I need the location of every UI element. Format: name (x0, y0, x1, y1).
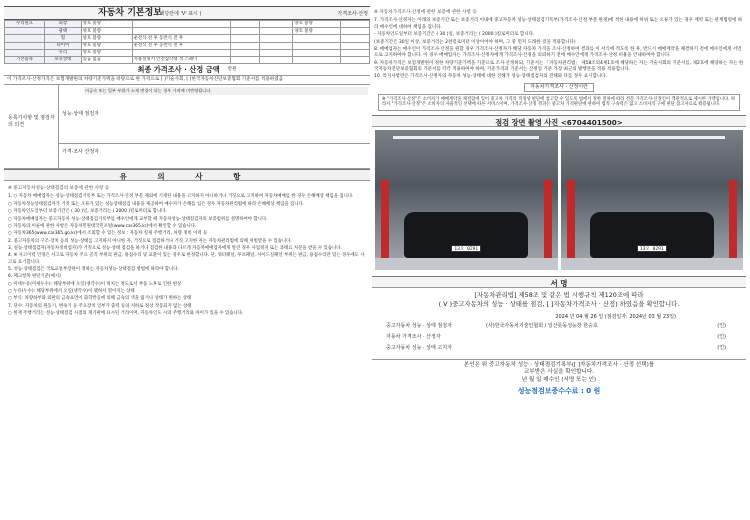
signature-title: 서 명 (372, 276, 746, 288)
condition-cell (293, 56, 340, 63)
condition-cell (340, 42, 369, 49)
condition-cell: 양호 불량 (81, 49, 132, 56)
condition-cell: 양호 불량 (293, 21, 340, 28)
condition-row (5, 21, 370, 28)
opinion-label: 등록기사항 및 점검자의 의견 (8, 115, 55, 128)
law-line-2: ( V )중고자동차의 성능 · 상태를 점검, [ ]자동차가격조사 · 산정) 하였음을 확인합니다. (438, 299, 680, 308)
condition-cell (5, 28, 45, 35)
notice-item: ○ 누유(누수): 해당부위에서 오일(냉각수)이 맺혀서 떨어지는 상태 (8, 289, 135, 295)
lift-post (381, 180, 389, 270)
memo-text: ※ "가격조사·산정"은 소비자가 매매계약을 체결함에 있어 중고차 가격의 적정성 판단에 참고할 수 있도록 법에서 정한 절차에 따라 전문 가격조사·산정인이 객관적으로 제시한 가액입니다. 따라서 "가격조사·산정"은 소비자의 자율적인 선택에 따른 서비스이며, 가격조사·산정 결과는 중고차 가격판단에 관하여 법적 구속력은 없고 소비자의 구매 판단 참고자료로 활용됩니다. (378, 94, 740, 112)
notice-item: ○ 자동차성능상태점검자가 거짓 또는 오류가 있는 성능상태점검 내용을 제공하여 매수자가 손해를 입은 경우 자동차관리법에 따라 손해배상 책임을 집니다. (8, 201, 305, 207)
notice-item: ○ 부식: 차량하부와 외판의 금속표면이 화학반응에 의해 금속의 색을 잃거나 상태가 변하는 상태 (8, 296, 192, 302)
right-column (372, 6, 746, 514)
notice-item: ○ 자동차365(www.car365.go.kr)에서 조회할 수 있는 정보 : 자동차 실제 주행거리, 차량 정비 이력 등 (8, 231, 208, 237)
condition-cell (340, 35, 369, 42)
condition-cell (260, 42, 293, 49)
signer-role: 자동차 가격조사 · 산정자 (386, 334, 441, 341)
notice-item: ○ 자동차의 이륜에 관한 사항은 자동차민원대국민포털(www.car365.kr)에서 확인할 수 있습니다. (8, 223, 197, 229)
warranty-section (372, 6, 746, 111)
condition-cell: 양호 불량 (81, 21, 132, 28)
notice-item: 4. ※ 사고이력 인정은 사고로 자동차 주요 골격 부위의 판금, 용접수리 및 교환이 있는 경우로 한정합니다. 단, 쿼터패널, 루프패널, 사이드실패널 부위는 판금, 용접수리만 있는 경우에도 사고로 표기합니다. (8, 253, 365, 265)
estimate-band (4, 64, 370, 76)
condition-cell (5, 49, 45, 56)
condition-cell (340, 49, 369, 56)
receipt-confirmation (372, 359, 746, 385)
signer-role: 중고자동차 성능 · 상태 고지자 (386, 345, 452, 352)
condition-cell (260, 28, 293, 35)
condition-cell (260, 21, 293, 28)
condition-cell (231, 49, 260, 56)
condition-row (5, 42, 370, 49)
warranty-fee: 성능점검보증수수료 : 0 원 (517, 387, 601, 396)
condition-cell (132, 28, 231, 35)
condition-cell: 양호 불량 (293, 28, 340, 35)
gray-note: 비금속 또는 일부 부위가 소재 변경이 되는 경우 가격에 미반영됩니다. (84, 87, 368, 95)
lift-post (544, 180, 552, 270)
divider-horizontal (58, 143, 370, 144)
receipt-line-1: 본인은 위 중고자동차 성능 · 상태점검기록부([ ]자동차가격조사 · 산정 선택)를 (463, 361, 655, 368)
condition-cell: 타이어 (45, 42, 82, 49)
law-line-1: [자동차관리법] 제58조 및 같은 법 시행규칙 제120조에 따라 (474, 291, 644, 300)
condition-cell (340, 56, 369, 63)
condition-cell (340, 21, 369, 28)
warranty-item: - 자동차인도일부터 보증기간은 ( 30 )일, 보증거리는 ( 2000 )킬로미터로 합니다. (374, 32, 535, 38)
condition-cell: 양호 불량 (81, 42, 132, 49)
seal-mark: (인) (717, 345, 726, 352)
condition-cell (293, 35, 340, 42)
license-plate: 13오 0291 (451, 245, 481, 252)
notice-item: ○ 미세누유(미세누수): 해당부위에 오일(냉각수)이 비치는 정도로서 부품 노후로 인한 현상 (8, 281, 182, 287)
prorate-row (4, 76, 370, 85)
warranty-subhead: ※ 자동차가격조사·산정에 관한 보증에 관한 사항 등 (374, 10, 477, 15)
signer-list (372, 321, 746, 354)
ceiling-light (579, 136, 725, 139)
price-check-label: 가격조사·산정 (337, 11, 368, 17)
basic-info-title: 자동차 기본정보 (98, 8, 162, 18)
condition-cell: 광택 (45, 28, 82, 35)
warranty-item: 7. 가격조사·산정자는 아래의 보증기간 또는 보증거리 이내에 중고자동차 성능·상태점검기록부(가격조사·산정 부분 한정)에 적힌 내용에 허위 또는 오류가 있는 경우 계약 또는 관계법령에 따라 매수인에 대하여 책임을 집니다. (374, 18, 743, 30)
ceiling-light (393, 136, 539, 139)
notice-item: 3. 성능·상태점검자(자동차정비업자)가 거짓으로 성능·상태 점검을 하거나 점검한 내용과 다르게 자동차매매업자에게 알린 경우 사업정지 또는 과태료 처분을 받을 수 있습니다. (8, 246, 342, 252)
condition-cell (260, 56, 293, 63)
receipt-line-3: 년 월 일 매수인 (서명 또는 인) (521, 376, 597, 383)
warranty-item: 10. 특기사항란은 가격조사·산정자의 자동차 성능·상태에 대한 견해가 성능·상태점검자의 견해와 다를 경우 표시합니다. (374, 74, 607, 80)
seal-mark: (인) (717, 323, 726, 330)
condition-row (5, 28, 370, 35)
condition-cell (231, 42, 260, 49)
condition-cell: 운전석 전 후 동반석 전 후 (132, 42, 231, 49)
car-rear (590, 212, 714, 258)
condition-cell (5, 35, 45, 42)
signer-role: 중고자동차 성능 · 상태 점검자 (386, 323, 452, 330)
condition-cell: 유리 (45, 49, 82, 56)
floor (561, 258, 744, 270)
notice-item: 5. 성능·상태점검은 국토교통부장관이 정하는 자동차성능·상태점검 방법에 따라야 합니다. (8, 266, 179, 272)
inspection-photos (372, 127, 746, 273)
performance-inspector-label: 성능·상태 점검자 (62, 111, 99, 118)
car-front (404, 212, 528, 258)
condition-cell (5, 42, 45, 49)
lift-post (729, 180, 737, 270)
floor (375, 258, 558, 270)
warranty-item: (보증기간은 30일 이상, 보증거리는 2천킬로미터 이상이어야 하며, 그 중 먼저 도래한 것을 적용합니다) (374, 39, 576, 45)
condition-cell: 기본품목 (5, 56, 45, 63)
license-plate: 13오 0291 (637, 245, 667, 252)
condition-cell (260, 35, 293, 42)
photo-title: 점검 장면 촬영 사진 <6704401500> (372, 115, 746, 127)
signer-row (372, 332, 746, 343)
condition-cell: 운전석 전 후 동반석 전 후 (132, 35, 231, 42)
condition-row (5, 35, 370, 42)
notice-subhead: ※ 중고자동차성능·상태점검의 보증에 관한 사항 등 (8, 186, 110, 192)
left-column (4, 6, 370, 514)
condition-cell: 사용설명서 안전삼각대 잭 스패너 (132, 56, 231, 63)
condition-cell (260, 49, 293, 56)
notice-item: ○ 자동차매매업자는 중고자동차 성능·상태점검기록부를 매수인에게 교부할 때 자동차성능·상태점검자의 보증범위를 설명하여야 합니다. (8, 216, 268, 222)
condition-cell (293, 49, 340, 56)
condition-cell: 양호 불량 (81, 28, 132, 35)
warranty-item: 8. 매매업자는 매수인이 가격조사·산정을 원할 경우 가격조사·산정자가 해당 자동차 가격을 조사·산정하여 결과를 이 서식에 적도록 한 후, 반드시 매매계약을 체결하기 전에 매수인에게 서면으로 고지하여야 합니다. 이 경우 매매업자는 가격조사·산정자에게 가격조사·산정을 의뢰하기 전에 매수인에게 가격조사·산정 비용을 안내하여야 합니다. (374, 47, 742, 59)
condition-cell: 보유상태 (45, 56, 82, 63)
inspection-photo-left (375, 130, 558, 270)
signer-row (372, 343, 746, 354)
condition-cell (231, 35, 260, 42)
warranty-item: 9. 자동차가격은 보험개발원이 정한 차량기준가액을 기준으로 조사·산정하되, 기준서는 「자동차관리법」 제58조의4제1호에 해당하는 자는 기술사회의 기준서를, 제2호에 해당하는 자는 한국자동차진단보증협회의 기준서를 각각 적용하여야 하며, 기준가격과 기준서는 산정일 기준 가장 최근의 발행본을 적용 적용합니다. (374, 60, 744, 72)
condition-cell (231, 28, 260, 35)
notice-item: ○ 자동차인도일부터 보증기간은 ( 30 )일, 보증거리는 ( 2000 )킬로미터로 합니다. (8, 209, 167, 215)
condition-row (5, 56, 370, 63)
receipt-line-2: 교부받은 사실을 확인합니다. (523, 369, 595, 376)
condition-cell (132, 49, 231, 56)
condition-cell: 양호 불량 (81, 35, 132, 42)
condition-cell (340, 28, 369, 35)
condition-cell (231, 56, 260, 63)
condition-cell (293, 42, 340, 49)
condition-cell (231, 21, 260, 28)
notice-item: ○ 현재 주행거리는 성능·상태점검 시점의 계기판에 표시된 거리이며, 자동차인도 시의 주행거리와 차이가 있을 수 있습니다. (8, 311, 244, 317)
condition-cell: 수리필요 (5, 21, 45, 28)
basic-info-note: ( 해당란에 'V' 표시 ) (156, 11, 202, 17)
inspection-photo-right (561, 130, 744, 270)
signer-name: (사)한국자동차기술인협회 / 일산롯동성능장 한승호 (486, 323, 598, 330)
signer-row (372, 321, 746, 332)
notice-item: 1. ○ 자동차 매매업자는 성능·상태점검기록부 또는 가격조사·산정 부문 제외에 기재된 내용을 고지하지 아니하거나 거짓으로 고지하여 자동차매매를 한 경우 손해배상 책임을 집니다. (8, 194, 354, 200)
law-statement (372, 291, 746, 308)
notice-item: 2. 중고자동차의 구조·장치 등의 성능·상태를 고지하지 아니한 자, 거짓으로 점검하거나 거짓 고지한 자는 자동차관리법에 의해 처벌받을 수 있습니다. (8, 238, 292, 244)
condition-cell: 외장 (45, 21, 82, 28)
divider-vertical (58, 85, 59, 168)
price-inspector-label: 가격·조사 산정자 (62, 149, 99, 156)
lift-post (567, 180, 575, 270)
notice-item: 7. 단수: 자동차의 원동기, 변속기 등 주요장치 일부가 출력 등의 저하로 정상 작동되지 않는 상태 (8, 303, 192, 309)
inspector-opinion-block (4, 85, 370, 169)
signature-date: 2024 년 04 월 26 일 (점검일자: 2024년 03 월 23일) (555, 314, 676, 321)
condition-table (4, 20, 370, 64)
notice-body (4, 181, 370, 317)
prorate-text: 이 가격조사·산정가격은 보험개발원의 차량기준가액을 바탕으로 한 가격으로 [ ]기술사회, [ ]한국자동차진단보증협회 기준서를 적용하였음 (7, 77, 284, 83)
seal-mark: (인) (717, 334, 726, 341)
memo-title: 자동차가격조사 · 산정이란 (524, 83, 594, 92)
basic-info-header (4, 6, 370, 20)
estimate-label: 최종 가격조사 · 산정 금액 (137, 65, 220, 75)
condition-cell: 휠 (45, 35, 82, 42)
condition-row (5, 49, 370, 56)
notice-item: 6. 체크항목 판단기준(예시) (8, 274, 61, 280)
condition-cell (132, 21, 231, 28)
estimate-unit: 만원 (227, 66, 237, 72)
condition-cell: 있음 없음 (81, 56, 132, 63)
notice-title: 유 의 사 항 (4, 169, 370, 181)
